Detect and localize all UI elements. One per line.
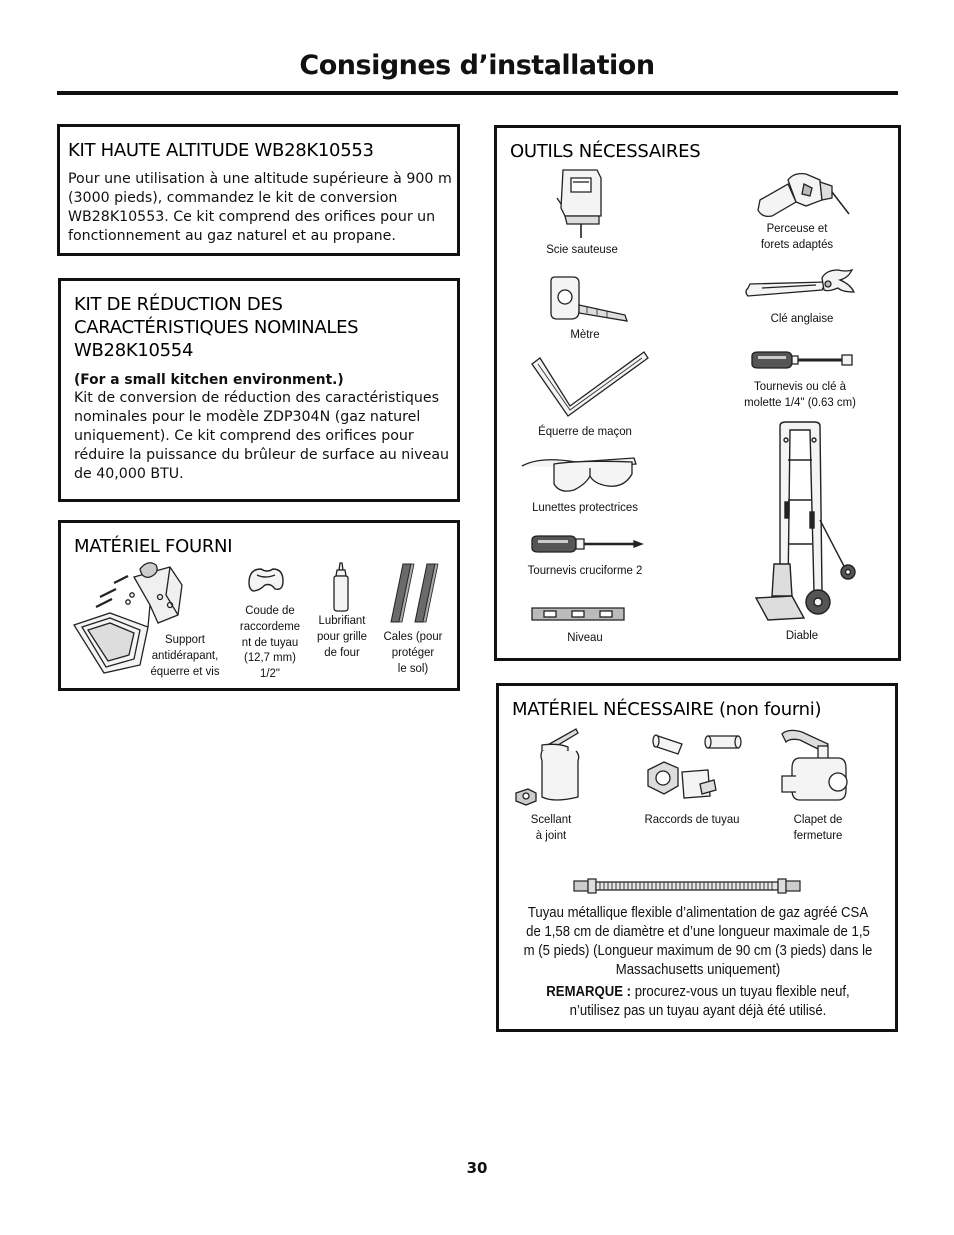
label-line: pour grille <box>316 628 368 643</box>
materiel-necessaire-heading: MATÉRIEL NÉCESSAIRE (non fourni) <box>512 699 822 720</box>
label-line: le sol) <box>397 660 429 675</box>
hand-truck-icon <box>752 420 858 620</box>
label-line: molette 1/4" (0.63 cm) <box>744 394 856 409</box>
outils-item-nutdriver-label <box>736 379 865 411</box>
label-line: Tournevis ou clé à <box>754 379 846 393</box>
jigsaw-icon <box>555 168 610 240</box>
kit-reduction-heading-line1: KIT DE RÉDUCTION DES <box>74 294 283 315</box>
remarque-text: procurez-vous un tuyau flexible neuf, n’utilisez pas un tuyau ayant déjà été utilisé. <box>569 984 850 1019</box>
label-line: forets adaptés <box>760 236 834 251</box>
page-title: Consignes d’installation <box>299 50 655 81</box>
tape-measure-icon <box>547 275 631 321</box>
elbow-fitting-icon <box>245 565 287 595</box>
materiel-necessaire-item-2-label: Raccords de tuyau <box>644 812 740 826</box>
kit-reduction-heading-line2: CARACTÉRISTIQUES NOMINALES <box>74 317 359 338</box>
kit-reduction-heading <box>74 293 358 362</box>
materiel-fourni-item-2-label <box>235 603 305 682</box>
kit-reduction-heading-line3: WB28K10554 <box>74 340 194 361</box>
label-line: raccordeme <box>239 618 301 633</box>
remarque-label: REMARQUE : <box>546 984 632 1000</box>
outils-item-phillips-label: Tournevis cruciforme 2 <box>527 563 643 577</box>
phillips-screwdriver-icon <box>530 534 644 554</box>
materiel-fourni-item-4-label <box>380 629 446 676</box>
adjustable-wrench-icon <box>742 268 856 304</box>
label-line: antidérapant, <box>151 647 219 662</box>
outils-item-square-label: Équerre de maçon <box>538 424 632 438</box>
outils-item-tape-label: Mètre <box>570 327 600 341</box>
materiel-fourni-heading: MATÉRIEL FOURNI <box>74 536 233 557</box>
label-line: Scellant <box>530 812 572 826</box>
materiel-fourni-item-3-label <box>309 613 375 660</box>
nut-driver-icon <box>750 350 854 370</box>
label-line: protéger <box>391 644 435 659</box>
label-line: fermeture <box>793 827 843 842</box>
outils-item-level-label: Niveau <box>567 630 603 644</box>
label-line: 1/2" <box>260 666 280 681</box>
drill-icon <box>748 170 850 220</box>
page-number: 30 <box>466 1159 488 1177</box>
safety-glasses-icon <box>520 454 638 498</box>
kit-haute-altitude-heading: KIT HAUTE ALTITUDE WB28K10553 <box>68 140 374 161</box>
level-icon <box>530 606 626 622</box>
label-line: Clapet de <box>793 812 843 826</box>
title-divider <box>57 91 898 95</box>
lubricant-bottle-icon <box>329 562 353 612</box>
kit-haute-altitude-body: Pour une utilisation à une altitude supérieure à 900 m (3000 pieds), commandez le kit de conversion WB28K10553. Ce kit comprend des orifices pour un fonctionnement au gaz naturel et au propane. <box>68 171 452 244</box>
materiel-fourni-item-1-label <box>144 632 227 679</box>
label-line: Support <box>165 632 205 646</box>
label-line: Perceuse et <box>766 221 828 235</box>
sealant-jar-icon <box>514 727 584 807</box>
label-line: équerre et vis <box>150 663 220 678</box>
flexible-gas-line-icon <box>572 877 802 895</box>
label-line: de four <box>324 644 360 659</box>
remarque-note <box>521 983 874 1021</box>
pipe-description: Tuyau métallique flexible d’alimentation de gaz agréé CSA de 1,58 cm de diamètre et d’une longueur maximale de 1,5 m (5 pieds) (Longueur maximum de 90 cm (3 pieds) dans le Massachusetts uniquement) <box>523 905 873 978</box>
shutoff-valve-icon <box>778 728 852 810</box>
label-line: nt de tuyau <box>241 634 299 649</box>
label-line: Lubrifiant <box>318 613 366 627</box>
pipe-fittings-icon <box>644 730 748 802</box>
materiel-necessaire-item-3-label <box>779 812 856 844</box>
outils-item-wrench-label: Clé anglaise <box>770 311 834 325</box>
kit-reduction-body: Kit de conversion de réduction des caractéristiques nominales pour le modèle ZDP304N (gaz naturel uniquement). Ce kit comprend des orifices pour réduire la puissance du brûleur de surface au niveau de 40,000 BTU. <box>74 390 450 482</box>
outils-heading: OUTILS NÉCESSAIRES <box>510 141 701 162</box>
label-line: Cales (pour <box>383 629 443 643</box>
kit-haute-altitude-box <box>57 124 460 256</box>
kit-reduction-box <box>58 278 460 502</box>
outils-item-jigsaw-label: Scie sauteuse <box>546 242 618 256</box>
materiel-necessaire-item-1-label <box>514 812 588 844</box>
label-line: à joint <box>535 827 567 842</box>
shims-icon <box>387 562 447 624</box>
outils-item-glasses-label: Lunettes protectrices <box>532 500 638 514</box>
carpenter-square-icon <box>530 350 650 416</box>
kit-reduction-subheading: (For a small kitchen environment.) <box>74 372 344 388</box>
outils-item-handtruck-label: Diable <box>785 628 819 642</box>
label-line: (12,7 mm) <box>244 650 296 665</box>
label-line: Coude de <box>245 603 295 617</box>
outils-item-drill-label <box>745 221 850 253</box>
